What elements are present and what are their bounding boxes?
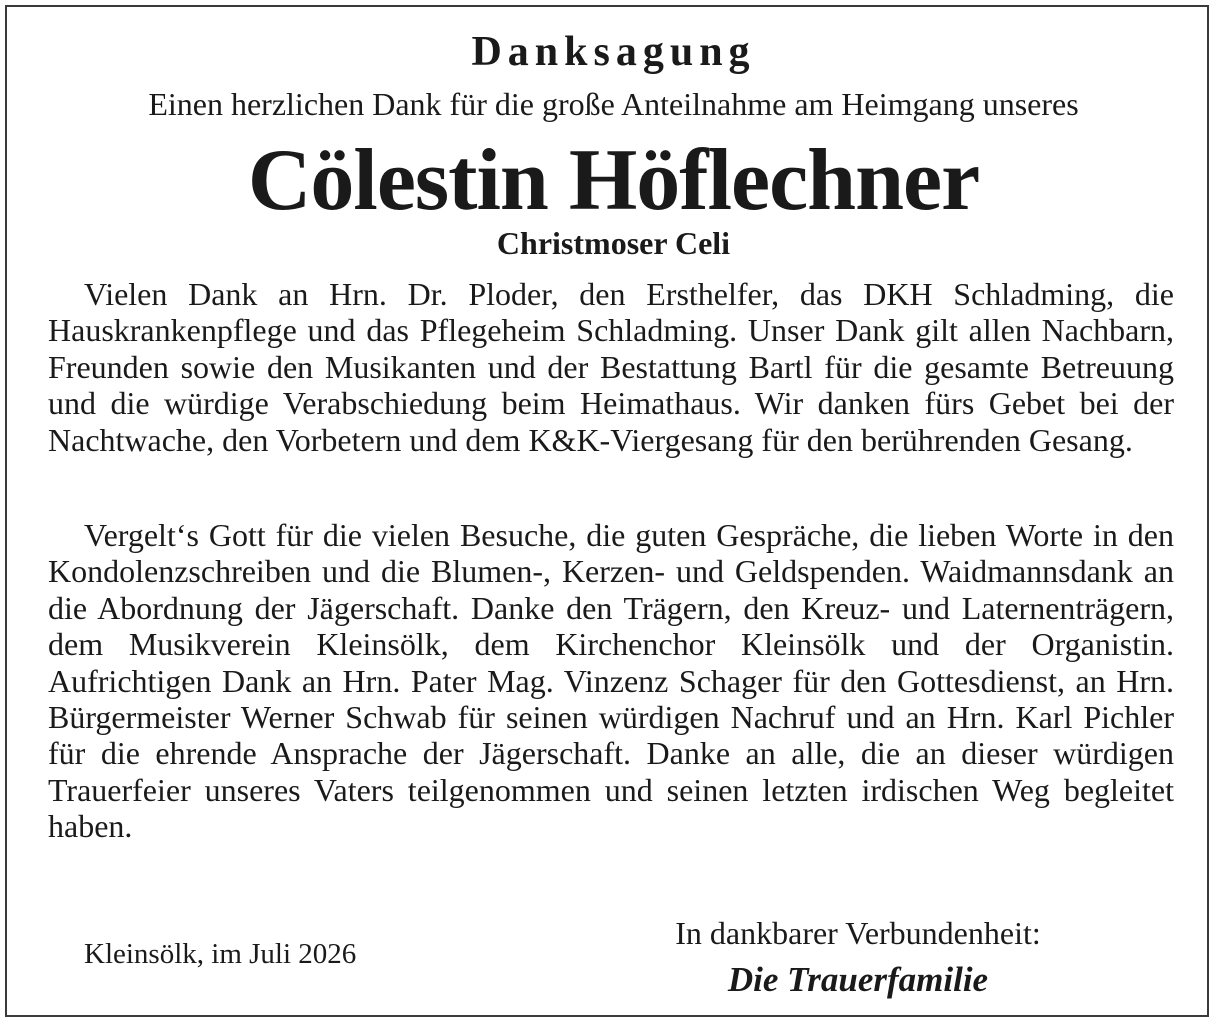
notice-content	[48, 7, 1179, 1015]
notice-intro: Einen herzlichen Dank für die große Anteilnahme am Heimgang unseres	[148, 86, 1079, 122]
notice-border	[5, 5, 1209, 1017]
thanks-paragraph-1: Vielen Dank an Hrn. Dr. Ploder, den Ersthelfer, das DKH Schladming, die Hauskrankenpflege und das Pflegeheim Schladming. Unser Dank gilt allen Nachbarn, Freunden sowie den Musikanten und der Bestattung Bartl für die gesamte Betreuung und die würdige Verabschiedung beim Heimathaus. Wir danken fürs Gebet bei der Nachtwache, den Vorbetern und dem K&K-Viergesang für den berührenden Gesang.	[48, 276, 1174, 458]
notice-heading: Danksagung	[471, 29, 756, 75]
signature: Die Trauerfamilie	[727, 960, 989, 999]
deceased-nickname: Christmoser Celi	[496, 225, 731, 261]
deceased-name: Cölestin Höflechner	[247, 132, 980, 229]
place-date: Kleinsölk, im Juli 2026	[84, 938, 357, 970]
thanks-paragraph-2: Vergelt‘s Gott für die vielen Besuche, die guten Gespräche, die lieben Worte in den Kondolenzschreiben und die Blumen-, Kerzen- und Geldspenden. Waidmannsdank an die Abordnung der Jägerschaft. Danke den Trägern, den Kreuz- und Laternenträgern, dem Musikverein Kleinsölk, dem Kirchenchor Kleinsölk und der Organistin. Aufrichtigen Dank an Hrn. Pater Mag. Vinzenz Schager für den Gottesdienst, an Hrn. Bürgermeister Werner Schwab für seinen würdigen Nachruf und an Hrn. Karl Pichler für die ehrende Ansprache der Jägerschaft. Danke an alle, die an dieser würdigen Trauerfeier unseres Vaters teilgenommen und seinen letzten irdischen Weg begleitet haben.	[48, 517, 1174, 845]
closing-line: In dankbarer Verbundenheit:	[675, 915, 1041, 951]
